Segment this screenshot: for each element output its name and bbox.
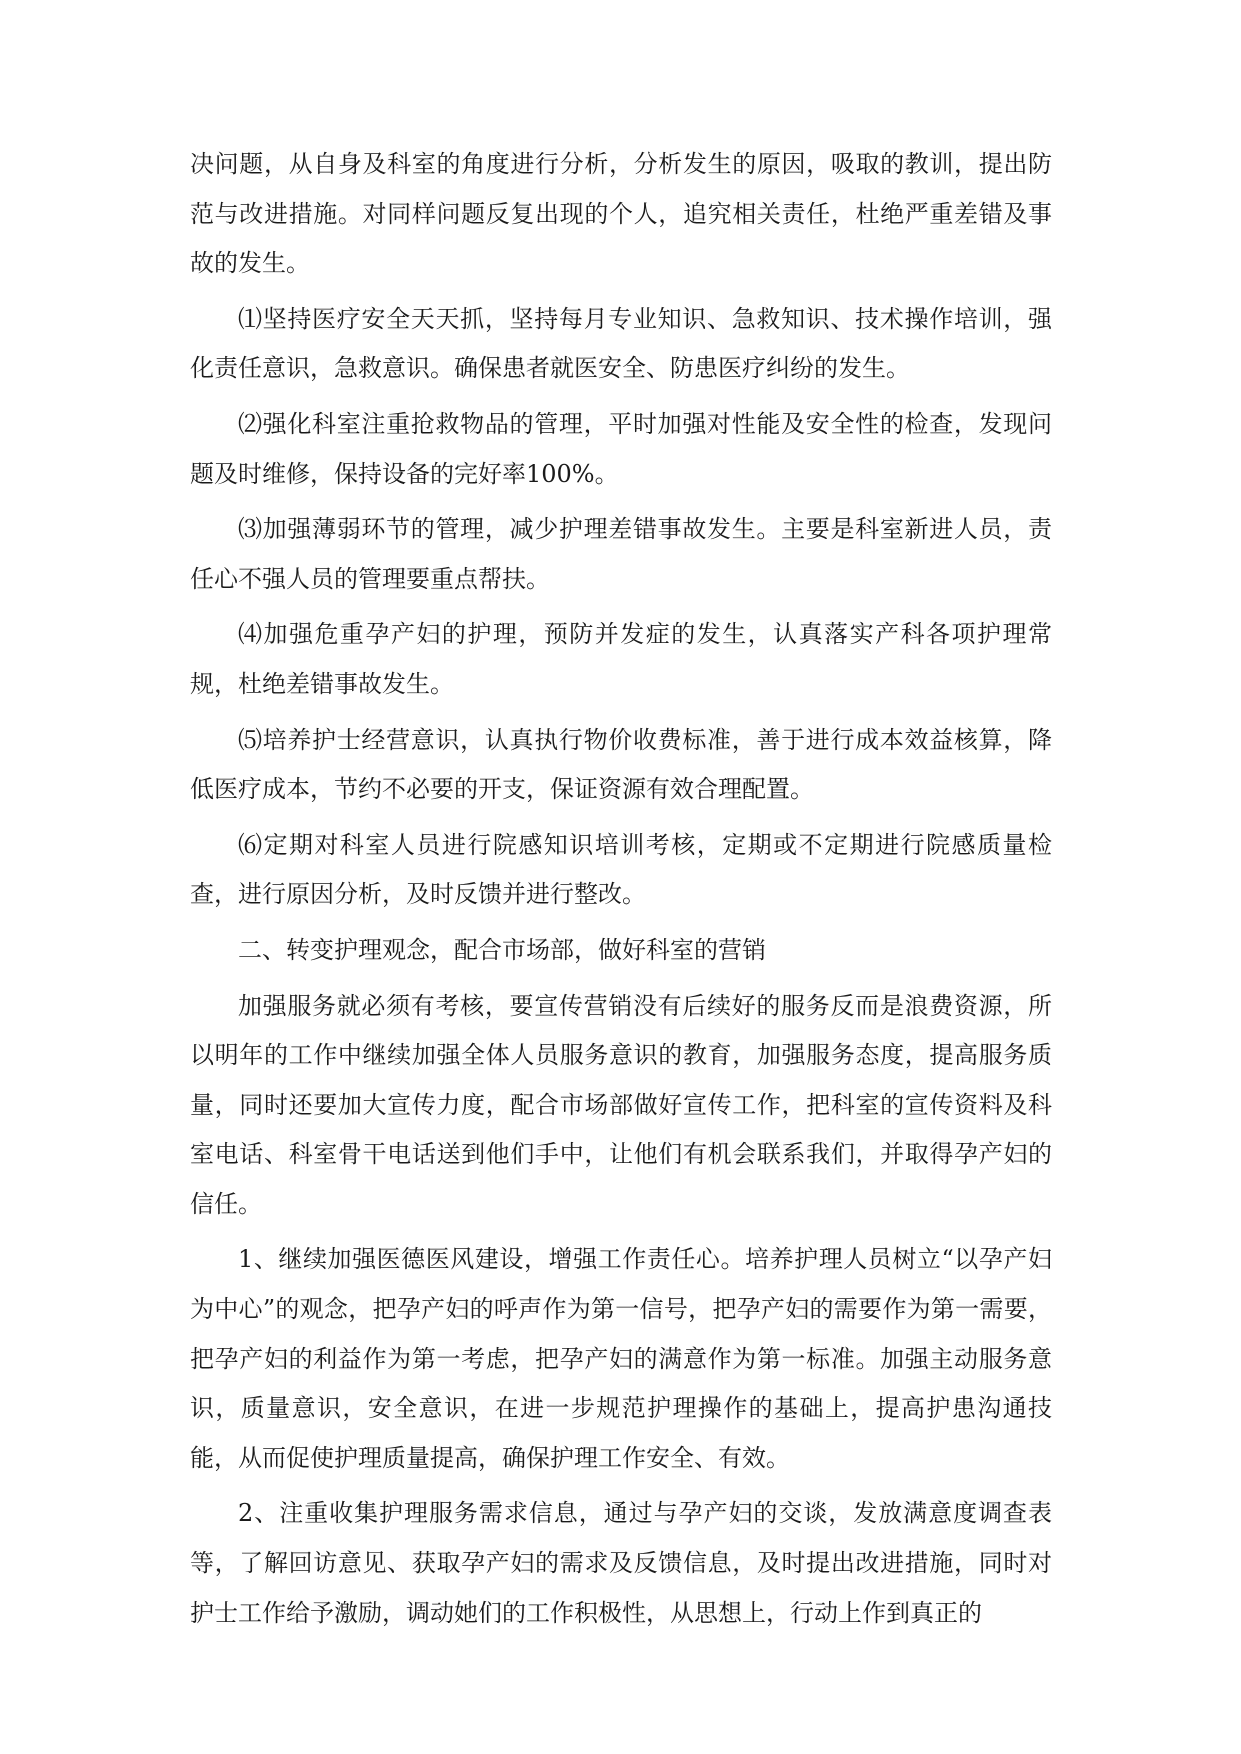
section-heading: 二、转变护理观念，配合市场部，做好科室的营销: [238, 935, 766, 964]
body-paragraph: 1、继续加强医德医风建设，增强工作责任心。培养护理人员树立“以孕产妇为中心”的观念，把孕产妇的呼声作为第一信号，把孕产妇的需要作为第一需要，把孕产妇的利益作为第一考虑，把孕产妇的满意作为第一标准。加强主动服务意识，质量意识，安全意识，在进一步规范护理操作的基础上，提高护患沟通技能，从而促使护理质量提高，确保护理工作安全、有效。: [190, 1245, 1052, 1472]
body-paragraph: ⑸培养护士经营意识，认真执行物价收费标准，善于进行成本效益核算，降低医疗成本，节约不必要的开支，保证资源有效合理配置。: [190, 725, 1052, 804]
body-paragraph: ⑴坚持医疗安全天天抓，坚持每月专业知识、急救知识、技术操作培训，强化责任意识，急救意识。确保患者就医安全、防患医疗纠纷的发生。: [190, 304, 1052, 383]
document-page: [190, 140, 1052, 1644]
body-paragraph: ⑵强化科室注重抢救物品的管理，平时加强对性能及安全性的检查，发现问题及时维修，保持设备的完好率100%。: [190, 409, 1052, 488]
body-paragraph: 2、注重收集护理服务需求信息，通过与孕产妇的交谈，发放满意度调查表等，了解回访意见、获取孕产妇的需求及反馈信息，及时提出改进措施，同时对护士工作给予激励，调动她们的工作积极性，从思想上，行动上作到真正的: [190, 1499, 1052, 1627]
body-paragraph: 加强服务就必须有考核，要宣传营销没有后续好的服务反而是浪费资源，所以明年的工作中继续加强全体人员服务意识的教育，加强服务态度，提高服务质量，同时还要加大宣传力度，配合市场部做好宣传工作，把科室的宣传资料及科室电话、科室骨干电话送到他们手中，让他们有机会联系我们，并取得孕产妇的信任。: [190, 991, 1052, 1218]
body-paragraph: 决问题，从自身及科室的角度进行分析，分析发生的原因，吸取的教训，提出防范与改进措施。对同样问题反复出现的个人，追究相关责任，杜绝严重差错及事故的发生。: [190, 150, 1052, 278]
body-paragraph: ⑷加强危重孕产妇的护理，预防并发症的发生，认真落实产科各项护理常规，杜绝差错事故发生。: [190, 620, 1052, 698]
body-paragraph: ⑶加强薄弱环节的管理，减少护理差错事故发生。主要是科室新进人员，责任心不强人员的管理要重点帮扶。: [190, 515, 1052, 593]
body-paragraph: ⑹定期对科室人员进行院感知识培训考核，定期或不定期进行院感质量检查，进行原因分析，及时反馈并进行整改。: [190, 830, 1052, 909]
